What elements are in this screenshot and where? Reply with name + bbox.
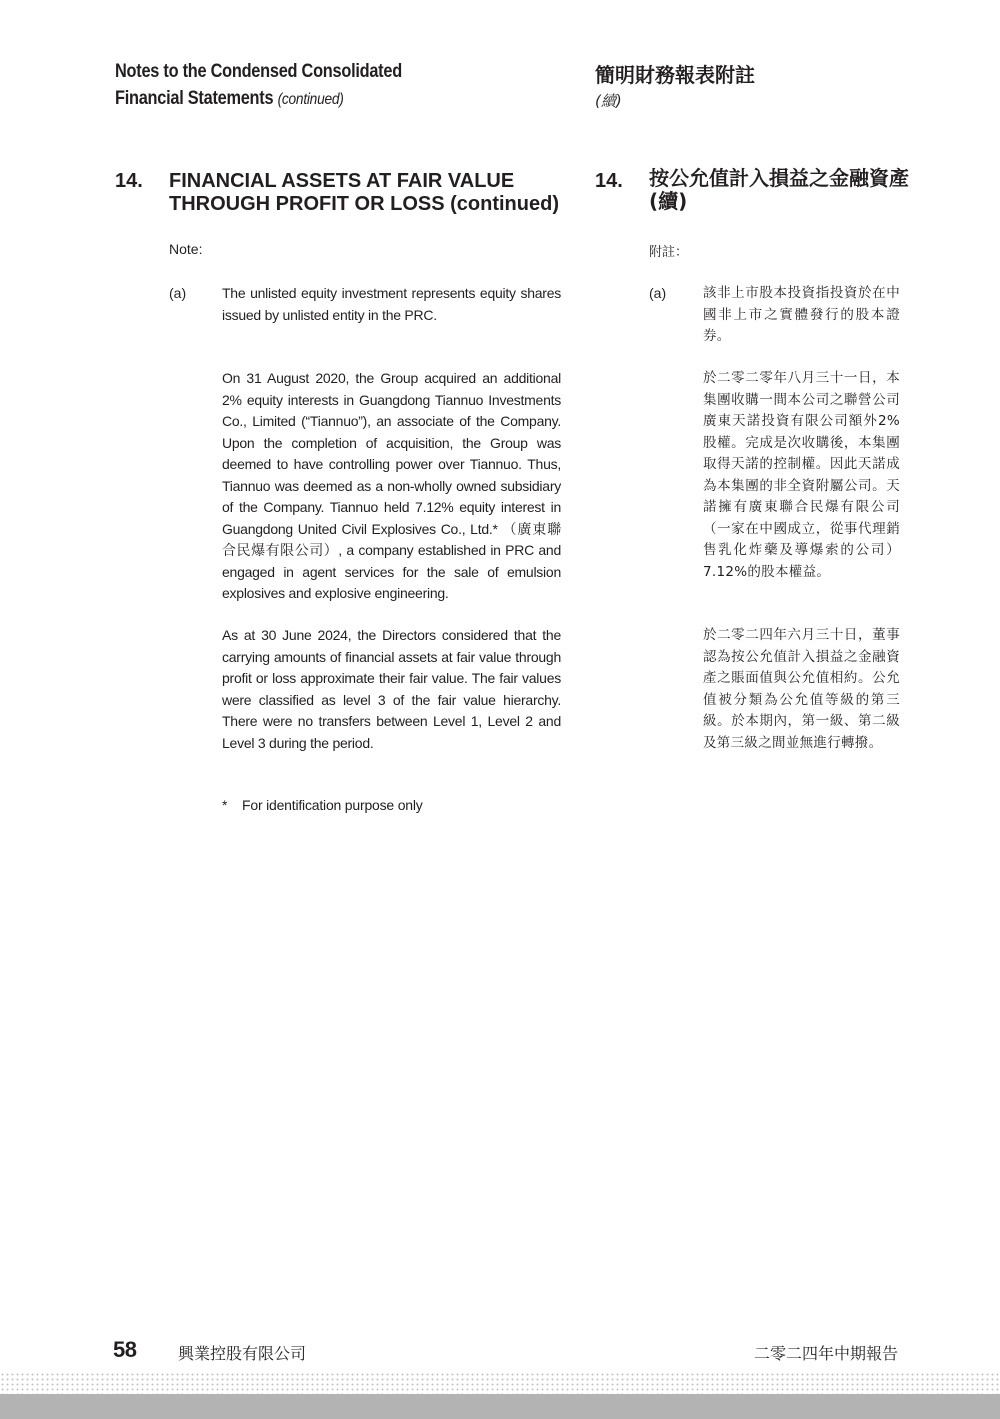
header-title-line1: Notes to the Condensed Consolidated <box>115 61 402 82</box>
footer-dot-pattern <box>0 1372 1000 1394</box>
section-title-en: FINANCIAL ASSETS AT FAIR VALUE THROUGH PROFIT OR LOSS (continued) <box>169 170 559 215</box>
note-label-zh: 附註： <box>649 245 689 260</box>
paragraph-zh-3: 於二零二四年六月三十日，董事認為按公允值計入損益之金融資產之賬面值與公允值相約。公允值被分類為公允值等級的第三級。於本期內，第一級、第二級及第三級之間並無進行轉撥。 <box>703 627 900 751</box>
report-name: 二零二四年中期報告 <box>753 1344 898 1363</box>
section-title-zh: 按公允值計入損益之金融資產 (續) <box>649 166 909 213</box>
footer-bar <box>0 1394 1000 1419</box>
company-name: 興業控股有限公司 <box>178 1344 307 1363</box>
note-label-en: Note: <box>169 241 203 257</box>
paragraph-zh-1: 該非上市股本投資指投資於在中國非上市之實體發行的股本證券。 <box>703 285 900 344</box>
item-label-en: (a) <box>169 285 187 301</box>
footnote-text: For identification purpose only <box>242 797 423 813</box>
footnote <box>222 797 423 813</box>
page-number: 58 <box>113 1337 137 1362</box>
header-continued: (continued) <box>277 91 344 108</box>
paragraph-zh-2: 於二零二零年八月三十一日，本集團收購一間本公司之聯營公司廣東天諾投資有限公司額外2%股權。完成是次收購後，本集團取得天諾的控制權。因此天諾成為本集團的非全資附屬公司。天諾擁有廣東聯合民爆有限公司（一家在中國成立，從事代理銷售乳化炸藥及導爆索的公司）7.12%的股本權益。 <box>703 370 900 580</box>
header-title-zh: 簡明財務報表附註 <box>595 63 755 87</box>
header-title-line2 <box>115 88 344 110</box>
section-number-en: 14. <box>115 170 143 192</box>
paragraph-en-2: On 31 August 2020, the Group acquired an additional 2% equity interests in Guangdong Tiannuo Investments Co., Limited (“Tiannuo”), an associate of the Company. Upon the completion of acquisition, the Group was deemed to have controlling power over Tiannuo. Thus, Tiannuo was deemed as a non-wholly owned subsidiary of the Company. Tiannuo held 7.12% equity interest in Guangdong United Civil Explosives Co., Ltd.* （廣東聯合民爆有限公司）, a company established in PRC and engaged in agent services for the sale of emulsion explosives and explosive engineering. <box>222 370 561 601</box>
header-title-line2-text: Financial Statements <box>115 88 274 109</box>
paragraph-en-3: As at 30 June 2024, the Directors considered that the carrying amounts of financial assets at fair value through profit or loss approximate their fair value. The fair values were classified as level 3 of the fair value hierarchy. There were no transfers between Level 1, Level 2 and Level 3 during the period. <box>222 627 561 751</box>
section-number-zh: 14. <box>595 170 623 192</box>
item-label-zh: (a) <box>649 285 667 301</box>
header-continued-zh: (續) <box>595 92 622 110</box>
paragraph-en-1: The unlisted equity investment represents equity shares issued by unlisted entity in the PRC. <box>222 285 561 323</box>
footnote-marker: * <box>222 797 228 813</box>
